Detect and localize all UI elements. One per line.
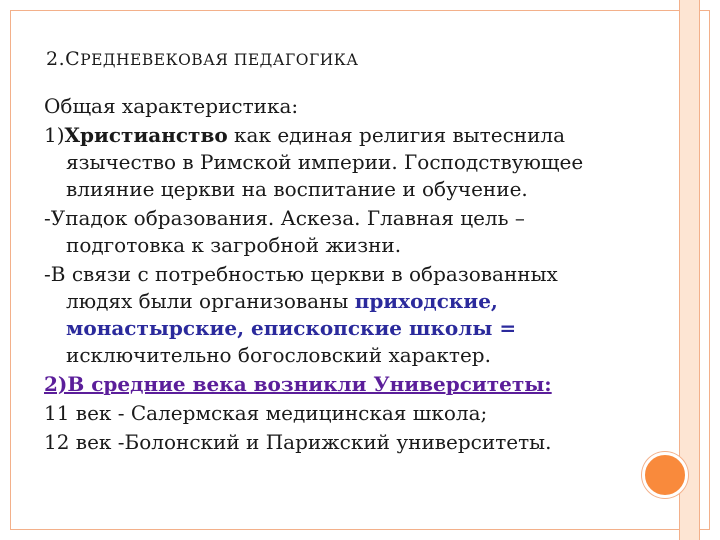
slide-body — [44, 93, 624, 456]
item-schools: -В связи с потребностью церкви в образованных людях были организованы приходские, монастырские, епископские школы = исключительно богословский характер. — [44, 262, 558, 367]
item-bologna-paris: 12 век -Болонский и Парижский университеты. — [44, 430, 552, 454]
slide-title: 2.СРЕДНЕВЕКОВАЯ ПЕДАГОГИКА — [46, 48, 359, 70]
item-decline: -Упадок образования. Аскеза. Главная цель – подготовка к загробной жизни. — [44, 206, 525, 257]
decorative-circle-icon — [642, 452, 688, 498]
universities-heading: 2)В средние века возникли Университеты: — [44, 372, 552, 396]
school-types-highlight: приходские, монастырские, епископские школы = — [66, 289, 517, 340]
item-salerno: 11 век - Салермская медицинская школа; — [44, 401, 488, 425]
item-christianity: 1)Христианство как единая религия вытеснила язычество в Римской империи. Господствующее влияние церкви на воспитание и обучение. — [44, 123, 584, 201]
decorative-stripe — [680, 0, 700, 540]
christianity-term: Христианство — [64, 123, 228, 147]
item-universities — [44, 371, 624, 398]
stripe-edge-right — [699, 0, 700, 540]
intro-line: Общая характеристика: — [44, 94, 299, 118]
